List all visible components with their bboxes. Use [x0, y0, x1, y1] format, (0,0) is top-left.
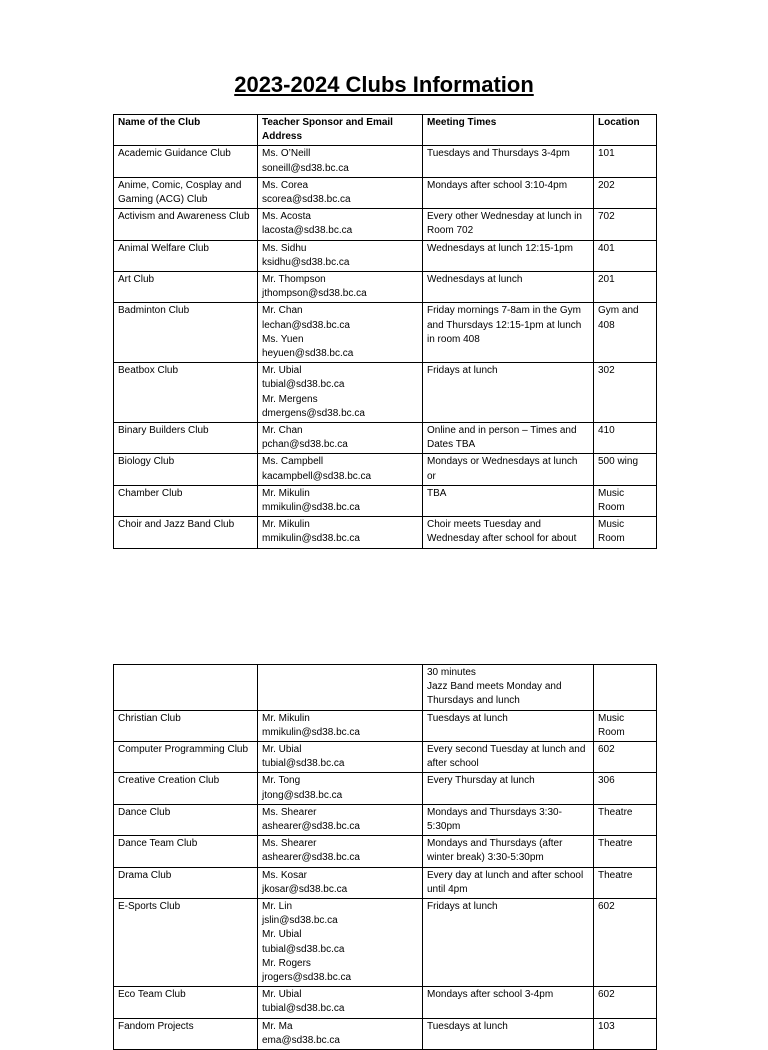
meeting-times-cell: 30 minutes Jazz Band meets Monday and Thursdays and lunch — [423, 665, 594, 711]
club-name-cell: Choir and Jazz Band Club — [114, 517, 258, 548]
table-row — [114, 363, 657, 423]
meeting-times-cell: Choir meets Tuesday and Wednesday after school for about — [423, 517, 594, 548]
club-name-cell: Animal Welfare Club — [114, 240, 258, 271]
sponsor-cell: Mr. Mikulin mmikulin@sd38.bc.ca — [258, 517, 423, 548]
sponsor-cell: Mr. Ubial tubial@sd38.bc.ca Mr. Mergens dmergens@sd38.bc.ca — [258, 363, 423, 423]
sponsor-cell: Ms. Corea scorea@sd38.bc.ca — [258, 177, 423, 208]
table-row — [114, 303, 657, 363]
table-row — [114, 146, 657, 177]
meeting-times-cell: Tuesdays at lunch — [423, 1018, 594, 1049]
club-name-cell: Chamber Club — [114, 485, 258, 516]
location-cell: 302 — [594, 363, 657, 423]
meeting-times-cell: Mondays or Wednesdays at lunch or — [423, 454, 594, 485]
meeting-times-cell: Every other Wednesday at lunch in Room 702 — [423, 209, 594, 240]
sponsor-cell: Mr. Ma ema@sd38.bc.ca — [258, 1018, 423, 1049]
table-row — [114, 423, 657, 454]
location-cell: Theatre — [594, 836, 657, 867]
club-name-cell: Computer Programming Club — [114, 742, 258, 773]
sponsor-cell: Ms. Sidhu ksidhu@sd38.bc.ca — [258, 240, 423, 271]
table-row — [114, 773, 657, 804]
sponsor-cell: Ms. Shearer ashearer@sd38.bc.ca — [258, 836, 423, 867]
table-row — [114, 710, 657, 741]
location-cell: Theatre — [594, 867, 657, 898]
club-name-cell: Beatbox Club — [114, 363, 258, 423]
table-row — [114, 804, 657, 835]
meeting-times-cell: Every second Tuesday at lunch and after school — [423, 742, 594, 773]
meeting-times-cell: Every Thursday at lunch — [423, 773, 594, 804]
club-name-cell: Fandom Projects — [114, 1018, 258, 1049]
location-cell: 702 — [594, 209, 657, 240]
sponsor-cell: Ms. Shearer ashearer@sd38.bc.ca — [258, 804, 423, 835]
club-name-cell: Christian Club — [114, 710, 258, 741]
table-row — [114, 742, 657, 773]
club-name-cell: Binary Builders Club — [114, 423, 258, 454]
club-name-cell: Badminton Club — [114, 303, 258, 363]
location-cell: 602 — [594, 742, 657, 773]
sponsor-cell: Ms. O’Neill soneill@sd38.bc.ca — [258, 146, 423, 177]
club-name-cell: Dance Team Club — [114, 836, 258, 867]
table-row — [114, 485, 657, 516]
table-header-row — [114, 115, 657, 146]
club-name-cell: Biology Club — [114, 454, 258, 485]
meeting-times-cell: Wednesdays at lunch 12:15-1pm — [423, 240, 594, 271]
club-name-cell: Dance Club — [114, 804, 258, 835]
table-row — [114, 517, 657, 548]
table-row — [114, 1018, 657, 1049]
meeting-times-cell: Mondays and Thursdays (after winter break) 3:30-5:30pm — [423, 836, 594, 867]
location-cell — [594, 665, 657, 711]
meeting-times-cell: TBA — [423, 485, 594, 516]
location-cell: 602 — [594, 899, 657, 987]
header-location: Location — [594, 115, 657, 146]
location-cell: 410 — [594, 423, 657, 454]
location-cell: Gym and 408 — [594, 303, 657, 363]
sponsor-cell — [258, 665, 423, 711]
location-cell: 500 wing — [594, 454, 657, 485]
location-cell: Music Room — [594, 517, 657, 548]
meeting-times-cell: Tuesdays and Thursdays 3-4pm — [423, 146, 594, 177]
meeting-times-cell: Mondays after school 3-4pm — [423, 987, 594, 1018]
location-cell: 401 — [594, 240, 657, 271]
table-row — [114, 454, 657, 485]
club-name-cell: E-Sports Club — [114, 899, 258, 987]
sponsor-cell: Mr. Ubial tubial@sd38.bc.ca — [258, 742, 423, 773]
sponsor-cell: Mr. Ubial tubial@sd38.bc.ca — [258, 987, 423, 1018]
clubs-table-page-2 — [113, 664, 657, 1050]
sponsor-cell: Mr. Thompson jthompson@sd38.bc.ca — [258, 272, 423, 303]
club-name-cell: Anime, Comic, Cosplay and Gaming (ACG) Club — [114, 177, 258, 208]
header-teacher-sponsor: Teacher Sponsor and Email Address — [258, 115, 423, 146]
meeting-times-cell: Friday mornings 7-8am in the Gym and Thursdays 12:15-1pm at lunch in room 408 — [423, 303, 594, 363]
meeting-times-cell: Wednesdays at lunch — [423, 272, 594, 303]
table-row — [114, 867, 657, 898]
sponsor-cell: Mr. Lin jslin@sd38.bc.ca Mr. Ubial tubial@sd38.bc.ca Mr. Rogers jrogers@sd38.bc.ca — [258, 899, 423, 987]
table-row — [114, 272, 657, 303]
header-meeting-times: Meeting Times — [423, 115, 594, 146]
location-cell: 101 — [594, 146, 657, 177]
club-name-cell: Eco Team Club — [114, 987, 258, 1018]
sponsor-cell: Mr. Mikulin mmikulin@sd38.bc.ca — [258, 485, 423, 516]
meeting-times-cell: Fridays at lunch — [423, 363, 594, 423]
location-cell: Music Room — [594, 710, 657, 741]
table-row — [114, 899, 657, 987]
sponsor-cell: Mr. Tong jtong@sd38.bc.ca — [258, 773, 423, 804]
meeting-times-cell: Tuesdays at lunch — [423, 710, 594, 741]
sponsor-cell: Ms. Acosta lacosta@sd38.bc.ca — [258, 209, 423, 240]
header-club-name: Name of the Club — [114, 115, 258, 146]
sponsor-cell: Mr. Chan lechan@sd38.bc.ca Ms. Yuen heyuen@sd38.bc.ca — [258, 303, 423, 363]
meeting-times-cell: Mondays and Thursdays 3:30-5:30pm — [423, 804, 594, 835]
table-row — [114, 665, 657, 711]
table-row — [114, 836, 657, 867]
sponsor-cell: Ms. Campbell kacampbell@sd38.bc.ca — [258, 454, 423, 485]
sponsor-cell: Mr. Mikulin mmikulin@sd38.bc.ca — [258, 710, 423, 741]
location-cell: Theatre — [594, 804, 657, 835]
meeting-times-cell: Mondays after school 3:10-4pm — [423, 177, 594, 208]
meeting-times-cell: Fridays at lunch — [423, 899, 594, 987]
club-name-cell — [114, 665, 258, 711]
location-cell: 202 — [594, 177, 657, 208]
location-cell: Music Room — [594, 485, 657, 516]
club-name-cell: Art Club — [114, 272, 258, 303]
document-title: 2023-2024 Clubs Information — [234, 72, 534, 97]
table-row — [114, 177, 657, 208]
table-row — [114, 987, 657, 1018]
club-name-cell: Activism and Awareness Club — [114, 209, 258, 240]
club-name-cell: Drama Club — [114, 867, 258, 898]
club-name-cell: Academic Guidance Club — [114, 146, 258, 177]
location-cell: 103 — [594, 1018, 657, 1049]
table-row — [114, 209, 657, 240]
sponsor-cell: Ms. Kosar jkosar@sd38.bc.ca — [258, 867, 423, 898]
table-row — [114, 240, 657, 271]
location-cell: 201 — [594, 272, 657, 303]
meeting-times-cell: Online and in person – Times and Dates TBA — [423, 423, 594, 454]
meeting-times-cell: Every day at lunch and after school until 4pm — [423, 867, 594, 898]
clubs-table-page-1 — [113, 114, 657, 549]
club-name-cell: Creative Creation Club — [114, 773, 258, 804]
location-cell: 306 — [594, 773, 657, 804]
sponsor-cell: Mr. Chan pchan@sd38.bc.ca — [258, 423, 423, 454]
location-cell: 602 — [594, 987, 657, 1018]
